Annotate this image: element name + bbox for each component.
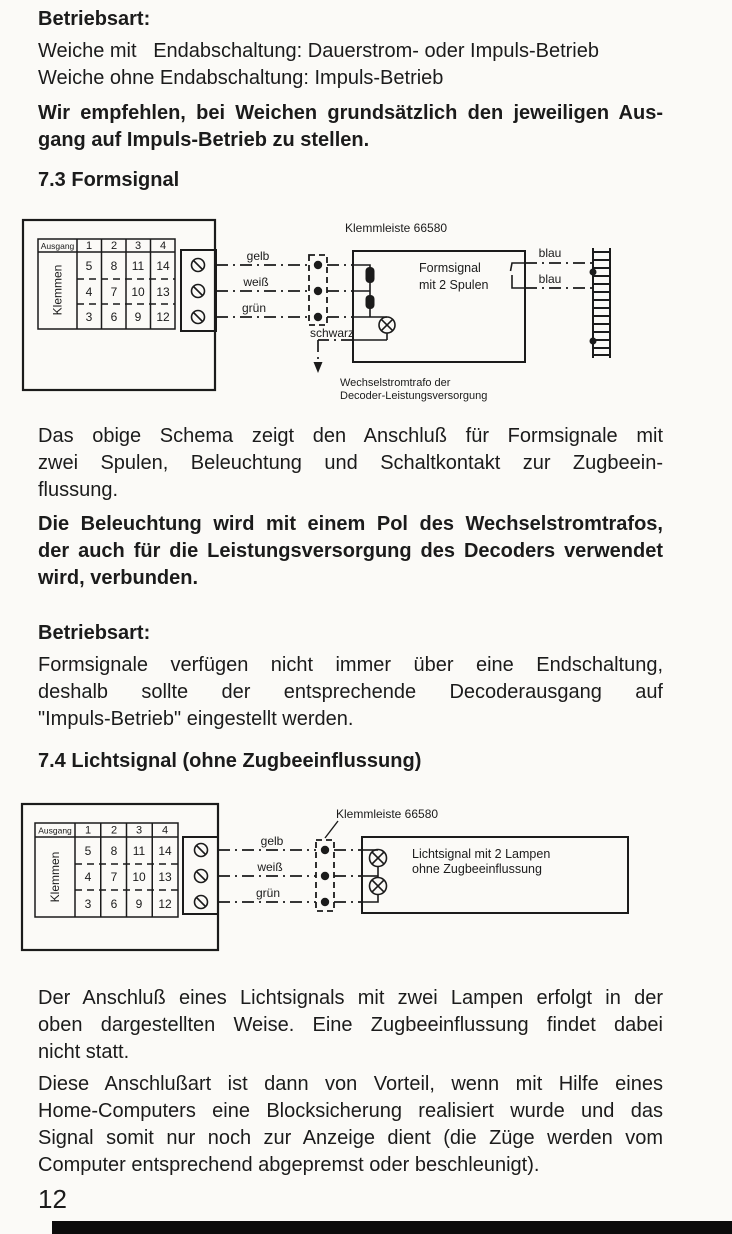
screw-terminal-block [183, 837, 218, 914]
paragraph-formsignale [38, 652, 663, 733]
screw-icon [192, 259, 205, 272]
lichtsignal-wiring-diagram [0, 798, 732, 963]
lichtsignal-box [362, 837, 628, 913]
device-label: Formsignal [419, 261, 481, 275]
text-line: deshalb sollte der entsprechende Decoderausgang auf [38, 681, 663, 703]
klemmleiste-label: Klemmleiste 66580 [345, 221, 448, 235]
lamp-icon [370, 878, 387, 895]
text-line: Computer entsprechend abgepremst oder beschleunigt). [38, 1154, 540, 1176]
table-cell: 14 [156, 259, 170, 273]
table-col-header: 2 [110, 240, 118, 252]
klemmleiste-connector [316, 840, 334, 911]
table-cell: 13 [156, 285, 170, 299]
table-cell: 7 [110, 285, 118, 299]
table-col-header: 1 [85, 240, 93, 252]
klemmleiste-connector [309, 255, 327, 325]
track-connection-dot [590, 338, 597, 345]
table-side-label: Klemmen [48, 851, 62, 903]
table-cell: 14 [158, 844, 172, 858]
track-connection-dot [590, 269, 597, 276]
wire-label-green: grün [255, 886, 281, 900]
text-line: Signal somit nur noch zur Anzeige dient (die Züge werden vom [38, 1127, 663, 1149]
text-line: Der Anschluß eines Lichtsignals mit zwei Lampen erfolgt in der [38, 987, 663, 1009]
connector-pin [314, 313, 322, 321]
device-label: ohne Zugbeeinflussung [412, 862, 542, 876]
trafo-label: Decoder-Leistungsversorgung [340, 390, 488, 402]
table-cell: 7 [110, 870, 118, 884]
table-col-header: 1 [84, 824, 92, 837]
table-corner-label: Ausgang [40, 241, 75, 251]
wire-label-yellow: gelb [260, 834, 284, 848]
table-cell: 12 [158, 897, 172, 911]
screw-icon [195, 896, 208, 909]
text-line: oben dargestellten Weise. Eine Zugbeeinflussung findet dabei [38, 1014, 663, 1036]
wire-label-yellow: gelb [246, 249, 270, 263]
text-line: "Impuls-Betrieb" eingestellt werden. [38, 708, 354, 730]
table-cell: 8 [110, 844, 118, 858]
scan-artifact-bar [52, 1221, 732, 1234]
connector-pin [314, 287, 322, 295]
table-cell: 5 [85, 259, 93, 273]
connector-pin [321, 872, 329, 880]
table-cell: 11 [131, 259, 145, 273]
text-line: gang auf Impuls-Betrieb zu stellen. [38, 129, 370, 151]
connector-pin [314, 261, 322, 269]
table-cell: 11 [132, 844, 146, 858]
connector-pin [321, 898, 329, 906]
device-label: Lichtsignal mit 2 Lampen [412, 847, 551, 861]
heading-formsignal: 7.3 Formsignal [38, 169, 180, 191]
table-cell: 9 [134, 310, 142, 324]
table-col-header: 3 [135, 824, 143, 837]
paragraph-schema [38, 423, 663, 504]
table-cell: 10 [131, 285, 145, 299]
text-line: Diese Anschlußart ist dann von Vorteil, wenn mit Hilfe eines [38, 1073, 663, 1095]
screw-icon [192, 285, 205, 298]
wire-label-white: weiß [257, 860, 283, 874]
text-line: Home-Computers eine Blocksicherung realisiert wurde und das [38, 1100, 663, 1122]
wire-label-blue-bottom: blau [538, 272, 562, 286]
klemmleiste-pointer-line [325, 821, 338, 838]
text-line: Die Beleuchtung wird mit einem Pol des Wechselstromtrafos, [38, 513, 663, 535]
text-line: flussung. [38, 479, 119, 501]
wire-label-green: grün [241, 301, 267, 315]
table-cell: 10 [132, 870, 146, 884]
text-line: Das obige Schema zeigt den Anschluß für Formsignale mit [38, 425, 663, 447]
lamp-icon [379, 317, 395, 333]
lamp-icon [370, 850, 387, 867]
formsignal-wiring-diagram [0, 212, 732, 412]
table-cell: 6 [110, 897, 118, 911]
paragraph-vorteil [38, 1071, 663, 1179]
output-table [35, 823, 178, 917]
paragraph-weichen [38, 38, 663, 92]
table-cell: 5 [84, 844, 92, 858]
formsignal-box [353, 251, 525, 362]
klemmleiste-label: Klemmleiste 66580 [336, 807, 439, 821]
table-corner-label: Ausgang [38, 825, 72, 836]
paragraph-anschluss [38, 985, 663, 1066]
switch-contact-icon [511, 263, 526, 288]
output-table [38, 239, 175, 329]
screw-terminal-block [181, 250, 216, 331]
table-col-header: 2 [110, 824, 118, 837]
coil-icon [366, 267, 375, 283]
text-line: wird, verbunden. [38, 567, 199, 589]
table-cell: 3 [85, 310, 93, 324]
text-line: Wir empfehlen, bei Weichen grundsätzlich den jeweiligen Aus- [38, 102, 663, 124]
paragraph-beleuchtung [38, 511, 663, 592]
table-cell: 6 [110, 310, 118, 324]
table-side-label: Klemmen [50, 264, 65, 316]
wire-label-black: schwarz [310, 326, 355, 340]
text-line: Weiche ohne Endabschaltung: Impuls-Betrieb [38, 67, 444, 89]
table-col-header: 4 [159, 240, 167, 252]
text-line: zwei Spulen, Beleuchtung und Schaltkontakt zur Zugbeein- [38, 452, 663, 474]
text-line: nicht statt. [38, 1041, 130, 1063]
wire-label-blue-top: blau [538, 246, 562, 260]
page-number: 12 [38, 1184, 67, 1214]
table-cell: 12 [156, 310, 170, 324]
trafo-arrow-icon [314, 362, 323, 373]
screw-icon [195, 844, 208, 857]
screw-icon [195, 870, 208, 883]
coil-icon [366, 295, 375, 309]
table-cell: 9 [135, 897, 143, 911]
track-symbol [590, 248, 611, 358]
text-line: Weiche mit Endabschaltung: Dauerstrom- oder Impuls-Betrieb [38, 40, 599, 62]
table-cell: 4 [85, 285, 93, 299]
table-col-header: 3 [134, 240, 142, 252]
heading-betriebsart-formsignal: Betriebsart: [38, 622, 151, 644]
screw-icon [192, 311, 205, 324]
table-col-header: 4 [161, 824, 169, 837]
device-label: mit 2 Spulen [419, 278, 489, 292]
table-cell: 13 [158, 870, 172, 884]
text-line: der auch für die Leistungsversorgung des Decoders verwendet [38, 540, 663, 562]
text-line: Formsignale verfügen nicht immer über eine Endschaltung, [38, 654, 663, 676]
table-cell: 4 [84, 870, 92, 884]
trafo-label: Wechselstromtrafo der [340, 377, 451, 389]
table-cell: 3 [84, 897, 92, 911]
wire-label-white: weiß [243, 275, 269, 289]
table-cell: 8 [110, 259, 118, 273]
heading-lichtsignal: 7.4 Lichtsignal (ohne Zugbeeinflussung) [38, 750, 422, 772]
heading-betriebsart-weichen: Betriebsart: [38, 8, 151, 30]
paragraph-empfehlung [38, 100, 663, 154]
connector-pin [321, 846, 329, 854]
